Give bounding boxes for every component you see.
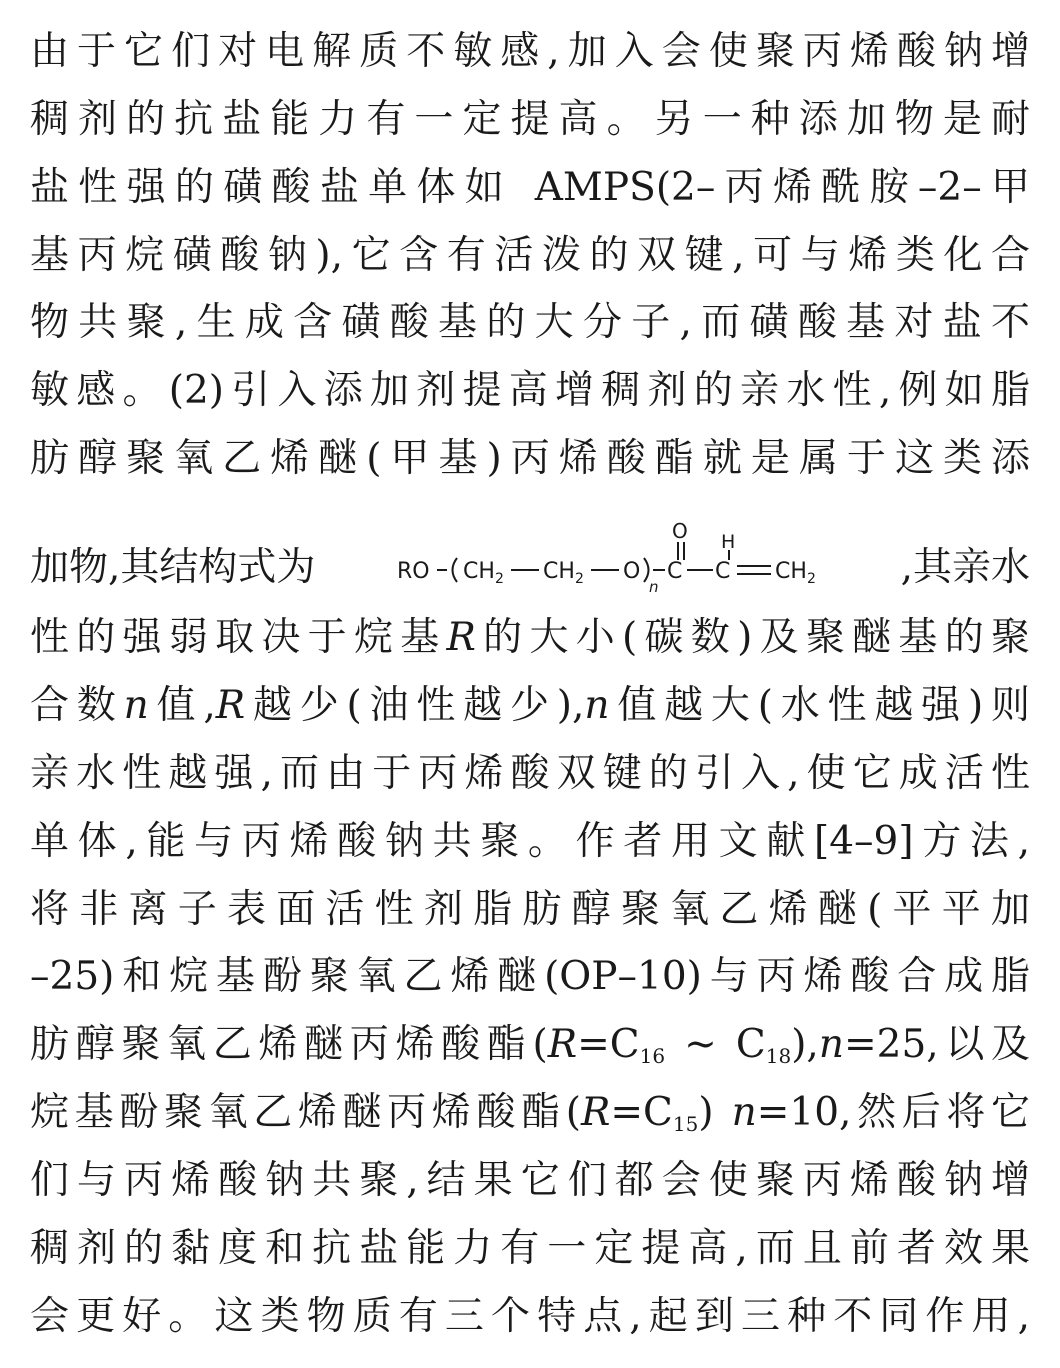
subscript: 18 [765, 1044, 792, 1068]
text-line-1: 由于它们对电解质不敏感,加入会使聚丙烯酸钠增 [30, 29, 1030, 74]
seg: 性的强弱取决于烷基 [30, 615, 447, 660]
seg: 值, [148, 683, 216, 728]
seg: 烷基酚聚氧乙烯醚丙烯酸酯( [30, 1090, 581, 1135]
text-line-5: 物共聚,生成含磺酸基的大分子,而磺酸基对盐不 [30, 300, 1030, 345]
seg: 的大小(碳数)及聚醚基的聚 [475, 615, 1030, 660]
formula-c2: C [715, 559, 731, 584]
seg: 值越大(水性越强)则 [609, 683, 1030, 728]
text-line-12: 单体,能与丙烯酸钠共聚。作者用文献[4–9]方法, [30, 819, 1030, 864]
formula-ch2-c: CH [775, 559, 807, 584]
text-line-6: 敏感。(2)引入添加剂提高增稠剂的亲水性,例如脂 [30, 368, 1030, 413]
formula-ro: RO [397, 559, 430, 584]
seg: =25,以及 [843, 1022, 1030, 1067]
text-line-3: 盐性强的磺酸盐单体如 AMPS(2–丙烯酰胺–2–甲 [30, 165, 1030, 210]
text-line-15 [30, 1015, 1030, 1075]
seg: ) [698, 1090, 732, 1135]
seg: ~ C [665, 1022, 766, 1067]
subscript: 15 [672, 1112, 699, 1136]
formula-sub-2c: 2 [807, 571, 816, 587]
var-r: R [580, 1090, 611, 1135]
var-n: n [584, 683, 610, 728]
var-r: R [215, 683, 246, 728]
text-line-17: 们与丙烯酸钠共聚,结果它们都会使聚丙烯酸钠增 [30, 1158, 1030, 1203]
formula-h: H [721, 531, 736, 553]
text-line-10 [30, 676, 1030, 736]
text-line-7: 肪醇聚氧乙烯醚(甲基)丙烯酸酯就是属于这类添 [30, 436, 1030, 481]
formula-sub-2a: 2 [495, 571, 504, 587]
var-r: R [547, 1022, 578, 1067]
text-line-16 [30, 1083, 1030, 1143]
formula-ch2-a: CH [463, 559, 495, 584]
formula-line [30, 520, 1030, 610]
text-line-11: 亲水性越强,而由于丙烯酸双键的引入,使它成活性 [30, 751, 1030, 796]
text-line-9 [30, 608, 1030, 668]
formula-n: n [649, 578, 659, 596]
formula-ch2-b: CH [543, 559, 575, 584]
seg: =10,然后将它 [756, 1090, 1030, 1135]
var-n: n [123, 683, 149, 728]
structural-formula [395, 520, 875, 610]
text-line-2: 稠剂的抗盐能力有一定提高。另一种添加物是耐 [30, 97, 1030, 142]
formula-o: O [623, 559, 641, 584]
formula-lead-text: 加物,其结构式为 [30, 545, 316, 590]
text-line-18: 稠剂的黏度和抗盐能力有一定提高,而且前者效果 [30, 1226, 1030, 1271]
subscript: 16 [639, 1044, 666, 1068]
text-line-13: 将非离子表面活性剂脂肪醇聚氧乙烯醚(平平加 [30, 887, 1030, 932]
seg: 肪醇聚氧乙烯醚丙烯酸酯( [30, 1022, 548, 1067]
seg: 合数 [30, 683, 124, 728]
formula-carbonyl-o: O [672, 520, 688, 543]
formula-tail-text: ,其亲水 [900, 545, 1030, 590]
var-r: R [446, 615, 476, 660]
text-line-19: 会更好。这类物质有三个特点,起到三种不同作用, [30, 1294, 1030, 1339]
seg: =C [577, 1022, 640, 1067]
seg: 越少(油性越少), [245, 683, 585, 728]
var-n: n [818, 1022, 844, 1067]
text-line-14: –25)和烷基酚聚氧乙烯醚(OP–10)与丙烯酸合成脂 [30, 954, 1030, 999]
formula-sub-2b: 2 [575, 571, 584, 587]
text-line-4: 基丙烷磺酸钠),它含有活泼的双键,可与烯类化合 [30, 233, 1030, 278]
seg: =C [610, 1090, 673, 1135]
seg: ), [791, 1022, 819, 1067]
formula-c1: C [667, 559, 683, 584]
var-n: n [731, 1090, 757, 1135]
